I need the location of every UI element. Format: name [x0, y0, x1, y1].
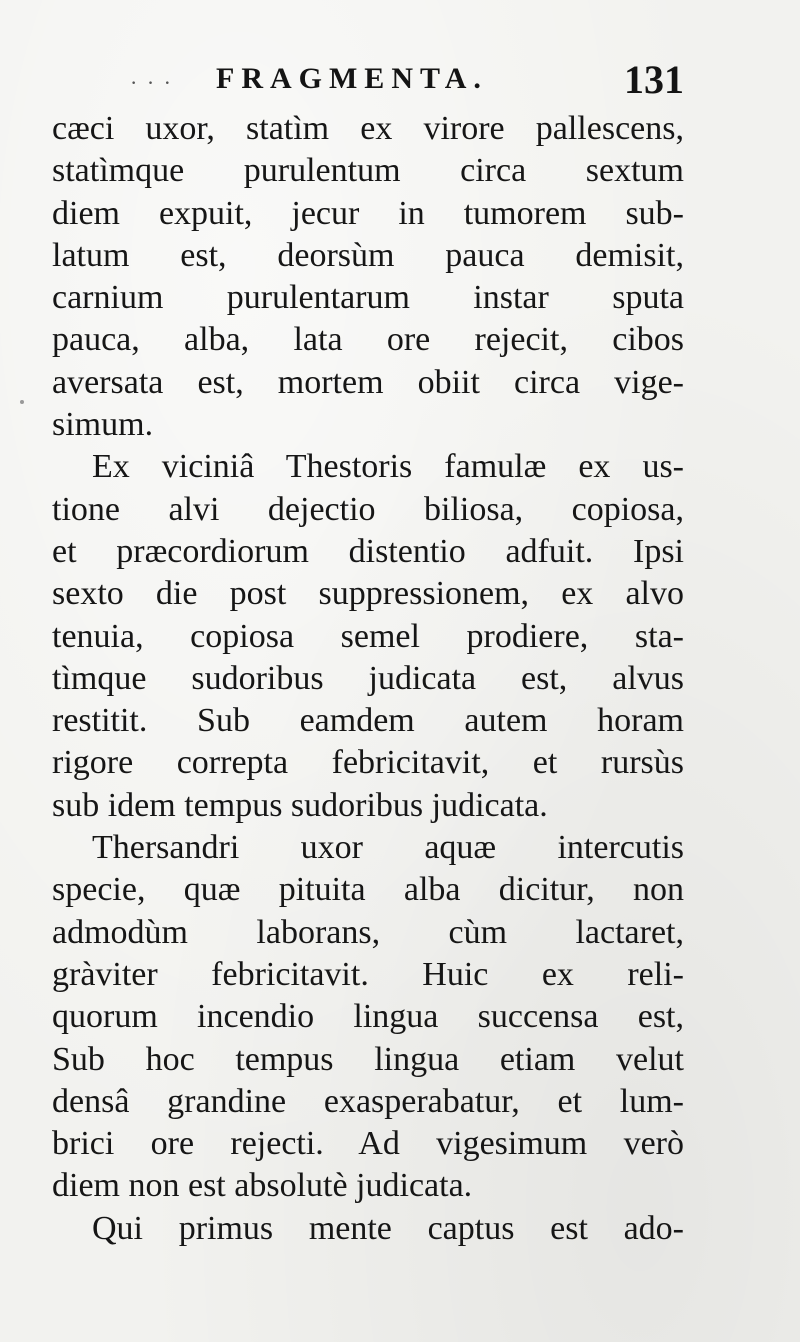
text-line: tione alvi dejectio biliosa, copiosa,	[52, 490, 684, 528]
text-line: admodùm laborans, cùm lactaret,	[52, 913, 684, 951]
text-line: quorum incendio lingua succensa est,	[52, 998, 684, 1036]
text-line: specie, quæ pituita alba dicitur, non	[52, 871, 684, 909]
text-line: diem expuit, jecur in tumorem sub-	[52, 194, 684, 232]
text-line: sub idem tempus sudoribus judicata.	[52, 786, 548, 824]
running-title: FRAGMENTA.	[216, 62, 488, 95]
paper-speck	[20, 400, 24, 404]
text-line: densâ grandine exasperabatur, et lum-	[52, 1082, 684, 1120]
paragraph-start-line: Qui primus mente captus est ado-	[92, 1209, 684, 1247]
page-number: 131	[624, 57, 684, 102]
text-line: Sub hoc tempus lingua etiam velut	[52, 1040, 684, 1078]
text-line: latum est, deorsùm pauca demisit,	[52, 236, 684, 274]
text-line: simum.	[52, 406, 154, 444]
text-line: restitit. Sub eamdem autem horam	[52, 702, 684, 740]
text-line: cæci uxor, statìm ex virore pallescens,	[52, 110, 684, 147]
text-line: gràviter febricitavit. Huic ex reli-	[52, 955, 684, 993]
body-text	[52, 108, 684, 1250]
paragraph-start-line: Ex viciniâ Thestoris famulæ ex us-	[92, 448, 684, 486]
text-line: tìmque sudoribus judicata est, alvus	[52, 659, 684, 697]
text-line: aversata est, mortem obiit circa vige-	[52, 363, 684, 401]
text-line: carnium purulentarum instar sputa	[52, 279, 684, 317]
text-line: diem non est absolutè judicata.	[52, 1167, 473, 1205]
paragraph-start-line: Thersandri uxor aquæ intercutis	[92, 829, 684, 867]
running-head	[130, 58, 690, 108]
text-line: brici ore rejecti. Ad vigesimum verò	[52, 1125, 684, 1163]
text-line: statìmque purulentum circa sextum	[52, 152, 684, 190]
text-line: et præcordiorum distentio adfuit. Ipsi	[52, 532, 684, 570]
text-line: pauca, alba, lata ore rejecit, cibos	[52, 321, 684, 359]
text-line: sexto die post suppressionem, ex alvo	[52, 575, 684, 613]
header-ornament: · · ·	[130, 70, 173, 95]
text-line: tenuia, copiosa semel prodiere, sta-	[52, 617, 684, 655]
text-line: rigore correpta febricitavit, et rursùs	[52, 744, 684, 782]
